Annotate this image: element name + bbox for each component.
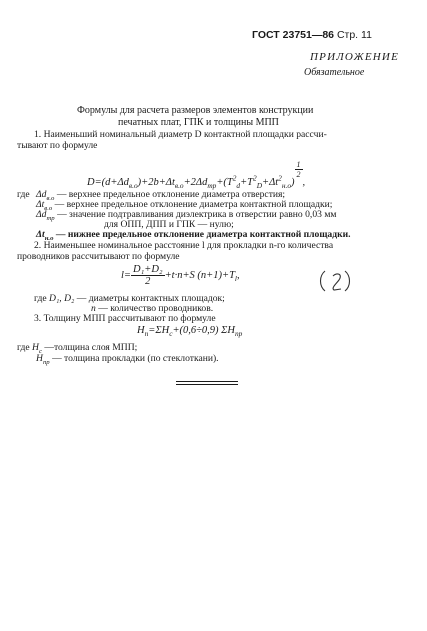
standard-number: ГОСТ 23751—86	[252, 29, 335, 41]
section-title-line1: Формулы для расчета размеров элементов конструкции	[77, 105, 314, 116]
legend1-item: $\Delta t_{н.о}$ — нижнее предельное отклонение диаметра контактной площадки.	[36, 229, 351, 242]
page-header	[252, 29, 372, 41]
p1-line2: тывают по формуле	[17, 140, 98, 151]
legend1-prefix: где	[17, 189, 30, 200]
formula-1-exponent: $\frac{1}{2}$	[296, 160, 301, 179]
p1-line1: 1. Наименьший номинальный диаметр D контактной площадки рассчи-	[34, 129, 327, 140]
page-number: Стр. 11	[336, 29, 372, 41]
end-rule	[176, 381, 238, 382]
legend2-item: n — количество проводников.	[91, 303, 214, 314]
legend1-item: для ОПП, ДПП и ГПК — нулю;	[104, 219, 234, 230]
legend1-item: $\Delta d_{в.о}$ — верхнее предельное отклонение диаметра отверстия;	[36, 189, 286, 202]
appendix-title: ПРИЛОЖЕНИЕ	[310, 51, 399, 63]
section-title-line2: печатных плат, ГПК и толщины МПП	[118, 117, 279, 128]
formula-3: $H_п=\Sigma H_с+(0,6\div 0,9)$ $\Sigma H_{пр}$	[137, 325, 243, 339]
handwritten-mark	[317, 268, 353, 294]
appendix-status: Обязательное	[304, 67, 365, 78]
legend1-item: $\Delta d_{тр}$ — значение подтравливания диэлектрика в отверстии равно 0,03 мм	[36, 209, 337, 222]
formula-1: $D=(d+\Delta d_{в.о})+2b+\Delta t_{в.о}+2\Delta d_{тр}+(T^2_d+T^2_D+\Delta t^2_{н.о})$ $\frac{1}{2}$ ,	[87, 160, 306, 191]
p2-line2: проводников рассчитывают по формуле	[17, 251, 180, 262]
legend2-item: где D₁, D₂ — диаметры контактных площадок;	[34, 293, 225, 304]
p3-line1: 3. Толщину МПП рассчитывают по формуле	[34, 313, 216, 324]
legend1-item: $\Delta t_{в.о}$ — верхнее предельное отклонение диаметра контактной площадки;	[36, 199, 333, 212]
formula-2: l= $\frac{\text{D₁+D₂}}{2}$ +t·n+S $(n+1)+T_l$,	[121, 264, 240, 287]
legend3-item: где $H_с$ —толщина слоя МПП;	[17, 342, 138, 355]
p2-line1: 2. Наименьшее номинальное расстояние l для прокладки n-го количества	[34, 240, 334, 251]
end-rule	[176, 384, 238, 385]
legend3-item: $H_{пр}$ — толщина прокладки (по стеклоткани).	[36, 353, 219, 366]
